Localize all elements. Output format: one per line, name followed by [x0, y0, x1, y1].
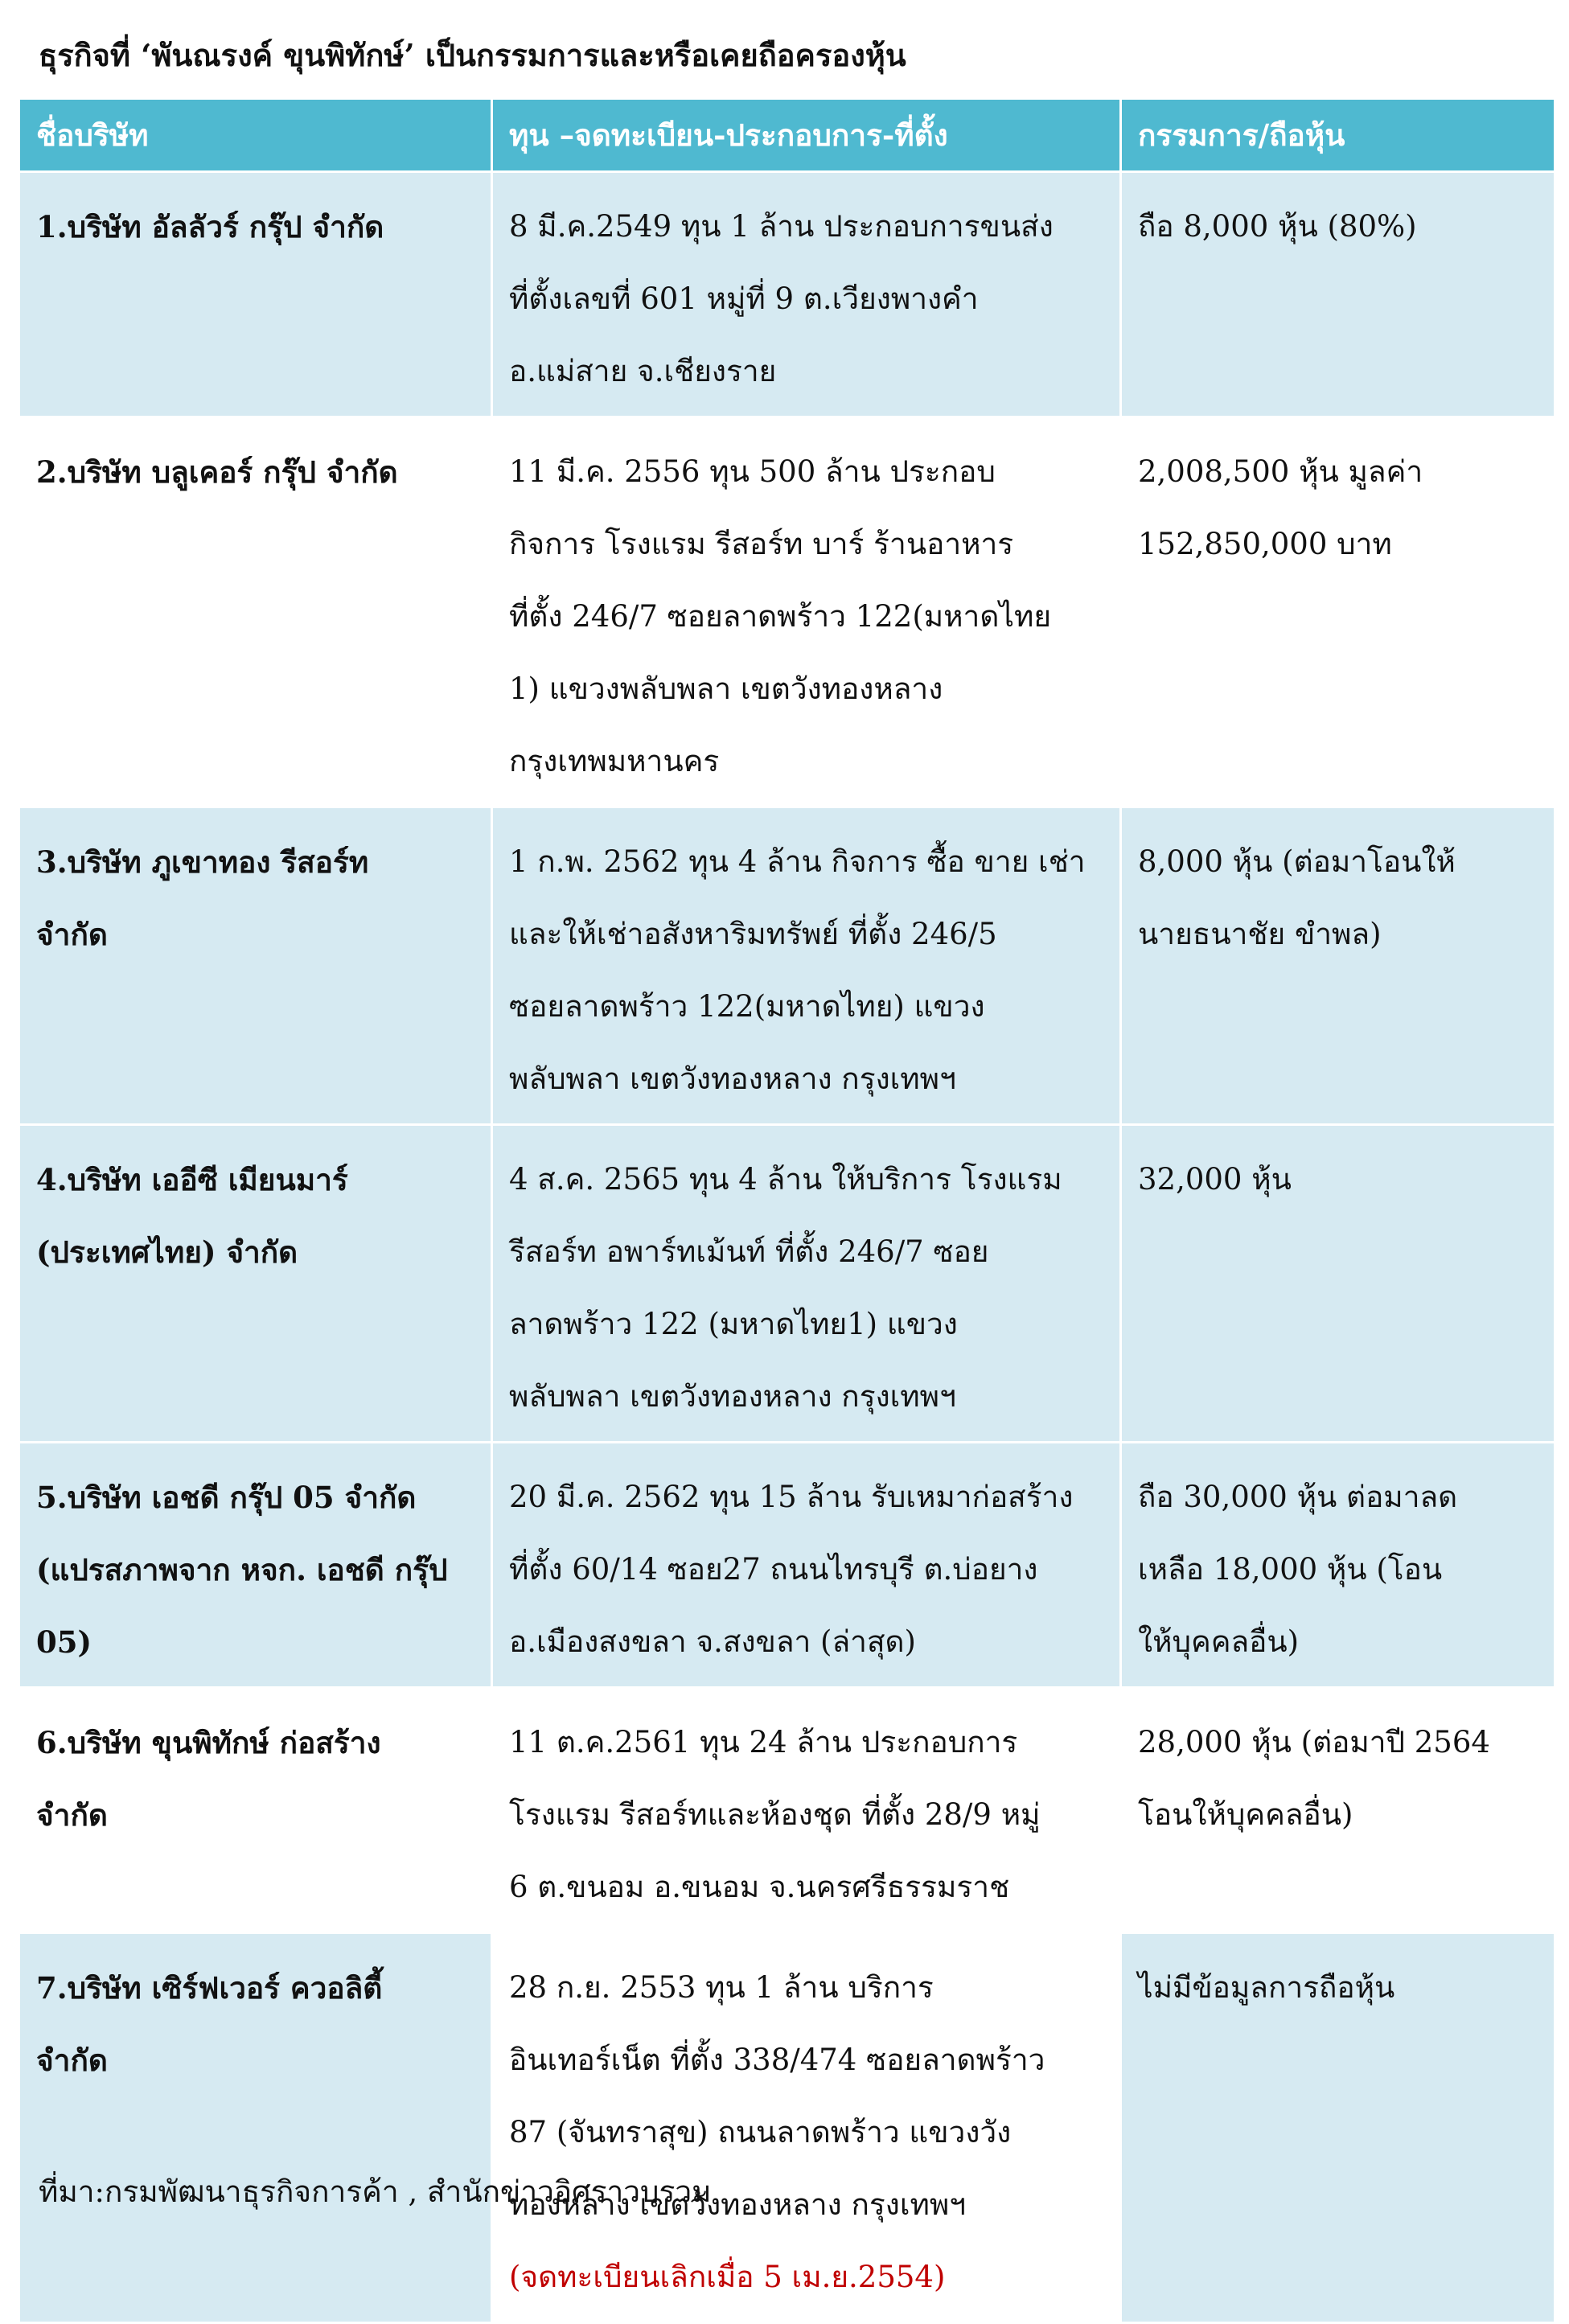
company-name: จำกัด	[36, 1797, 108, 1833]
details-cell	[492, 807, 1121, 1125]
detail-line: โรงแรม รีสอร์ทและห้องชุด ที่ตั้ง 28/9 หมู่	[509, 1797, 1041, 1832]
details-cell	[492, 1125, 1121, 1443]
company-name: 05)	[36, 1624, 92, 1660]
table-row	[19, 1933, 1555, 2323]
details-cell	[492, 172, 1121, 417]
details-cell	[492, 1443, 1121, 1688]
shares-cell	[1121, 1688, 1555, 1933]
company-name: 2.บริษัท บลูเคอร์ กรุ๊ป จำกัด	[36, 454, 398, 490]
dissolution-note: (จดทะเบียนเลิกเมื่อ 5 เม.ย.2554)	[509, 2260, 946, 2294]
detail-line: ที่ตั้งเลขที่ 601 หมู่ที่ 9 ต.เวียงพางคำ	[509, 281, 979, 316]
detail-line: 1) แขวงพลับพลา เขตวังทองหลาง	[509, 671, 943, 706]
shares-line: 32,000 หุ้น	[1138, 1162, 1292, 1197]
company-name-cell	[19, 807, 492, 1125]
shares-line: ถือ 30,000 หุ้น ต่อมาลด	[1138, 1480, 1458, 1514]
details-cell	[492, 1688, 1121, 1933]
company-name: 6.บริษัท ขุนพิทักษ์ ก่อสร้าง	[36, 1725, 381, 1760]
detail-line: อินเทอร์เน็ต ที่ตั้ง 338/474 ซอยลาดพร้าว	[509, 2043, 1045, 2077]
company-name-cell	[19, 417, 492, 807]
shares-line: 2,008,500 หุ้น มูลค่า	[1138, 454, 1423, 489]
header-details: ทุน –จดทะเบียน-ประกอบการ-ที่ตั้ง	[492, 99, 1121, 172]
detail-line: 1 ก.พ. 2562 ทุน 4 ล้าน กิจการ ซื้อ ขาย เช่า	[509, 844, 1086, 879]
shares-line: 28,000 หุ้น (ต่อมาปี 2564	[1138, 1725, 1490, 1759]
details-cell	[492, 417, 1121, 807]
detail-line: 4 ส.ค. 2565 ทุน 4 ล้าน ให้บริการ โรงแรม	[509, 1162, 1062, 1197]
table-row	[19, 172, 1555, 417]
detail-line: อ.เมืองสงขลา จ.สงขลา (ล่าสุด)	[509, 1624, 916, 1659]
shares-cell	[1121, 172, 1555, 417]
table-row	[19, 1125, 1555, 1443]
detail-line: พลับพลา เขตวังทองหลาง กรุงเทพฯ	[509, 1379, 956, 1414]
shares-line: ไม่มีข้อมูลการถือหุ้น	[1138, 1970, 1395, 2005]
company-name: 5.บริษัท เอชดี กรุ๊ป 05 จำกัด	[36, 1480, 417, 1515]
company-name: จำกัด	[36, 917, 108, 952]
table-header-row	[19, 99, 1555, 172]
detail-line: อ.แม่สาย จ.เชียงราย	[509, 354, 777, 388]
detail-line: ทองหลาง เขตวังทองหลาง กรุงเทพฯ	[509, 2187, 967, 2222]
company-name: 4.บริษัท เออีซี เมียนมาร์	[36, 1162, 348, 1197]
shares-line: เหลือ 18,000 หุ้น (โอน	[1138, 1552, 1443, 1587]
shares-line: โอนให้บุคคลอื่น)	[1138, 1797, 1353, 1832]
shares-line: ให้บุคคลอื่น)	[1138, 1624, 1300, 1659]
company-name-cell	[19, 1443, 492, 1688]
detail-line: 87 (จันทราสุข) ถนนลาดพร้าว แขวงวัง	[509, 2115, 1012, 2149]
shares-cell	[1121, 417, 1555, 807]
shares-cell	[1121, 1933, 1555, 2323]
company-name-cell	[19, 1933, 492, 2323]
shares-line: 152,850,000 บาท	[1138, 527, 1392, 561]
shares-line: 8,000 หุ้น (ต่อมาโอนให้	[1138, 844, 1456, 879]
detail-line: กรุงเทพมหานคร	[509, 744, 720, 778]
detail-line: ลาดพร้าว 122 (มหาดไทย1) แขวง	[509, 1307, 958, 1341]
table-row	[19, 1688, 1555, 1933]
detail-line: 6 ต.ขนอม อ.ขนอม จ.นครศรีธรรมราช	[509, 1870, 1010, 1904]
detail-line: 11 ต.ค.2561 ทุน 24 ล้าน ประกอบการ	[509, 1725, 1018, 1759]
detail-line: 28 ก.ย. 2553 ทุน 1 ล้าน บริการ	[509, 1970, 934, 2005]
company-name: (แปรสภาพจาก หจก. เอชดี กรุ๊ป	[36, 1552, 448, 1587]
company-name-cell	[19, 1688, 492, 1933]
detail-line: 8 มี.ค.2549 ทุน 1 ล้าน ประกอบการขนส่ง	[509, 209, 1054, 244]
source-note: ที่มา:กรมพัฒนาธุรกิจการค้า , สำนักข่าวอิศราวบรวม	[39, 2174, 712, 2209]
company-name: (ประเทศไทย) จำกัด	[36, 1234, 298, 1270]
detail-line: ที่ตั้ง 60/14 ซอย27 ถนนไทรบุรี ต.บ่อยาง	[509, 1552, 1038, 1587]
detail-line: ที่ตั้ง 246/7 ซอยลาดพร้าว 122(มหาดไทย	[509, 599, 1052, 634]
detail-line: พลับพลา เขตวังทองหลาง กรุงเทพฯ	[509, 1061, 956, 1096]
shares-line: ถือ 8,000 หุ้น (80%)	[1138, 209, 1417, 244]
company-name-cell	[19, 172, 492, 417]
company-name: 3.บริษัท ภูเขาทอง รีสอร์ท	[36, 844, 369, 880]
header-company-name: ชื่อบริษัท	[19, 99, 492, 172]
details-cell	[492, 1933, 1121, 2323]
shares-cell	[1121, 1125, 1555, 1443]
company-table	[18, 97, 1556, 2324]
table-row	[19, 807, 1555, 1125]
shares-cell	[1121, 1443, 1555, 1688]
company-name: 7.บริษัท เซิร์ฟเวอร์ ควอลิตี้	[36, 1970, 383, 2006]
shares-cell	[1121, 807, 1555, 1125]
detail-line: 11 มี.ค. 2556 ทุน 500 ล้าน ประกอบ	[509, 454, 996, 489]
company-name: จำกัด	[36, 2043, 108, 2078]
document-title: ธุรกิจที่ ‘พันณรงค์ ขุนพิทักษ์’ เป็นกรรมการและหรือเคยถือครองหุ้น	[39, 37, 906, 73]
company-name-cell	[19, 1125, 492, 1443]
table-row	[19, 1443, 1555, 1688]
detail-line: และให้เช่าอสังหาริมทรัพย์ ที่ตั้ง 246/5	[509, 917, 997, 951]
header-shares: กรรมการ/ถือหุ้น	[1121, 99, 1555, 172]
company-name: 1.บริษัท อัลลัวร์ กรุ๊ป จำกัด	[36, 209, 384, 244]
detail-line: กิจการ โรงแรม รีสอร์ท บาร์ ร้านอาหาร	[509, 527, 1014, 561]
table-row	[19, 417, 1555, 807]
detail-line: 20 มี.ค. 2562 ทุน 15 ล้าน รับเหมาก่อสร้าง	[509, 1480, 1074, 1514]
detail-line: รีสอร์ท อพาร์ทเม้นท์ ที่ตั้ง 246/7 ซอย	[509, 1234, 989, 1269]
shares-line: นายธนาชัย ขำพล)	[1138, 917, 1382, 951]
detail-line: ซอยลาดพร้าว 122(มหาดไทย) แขวง	[509, 989, 985, 1024]
